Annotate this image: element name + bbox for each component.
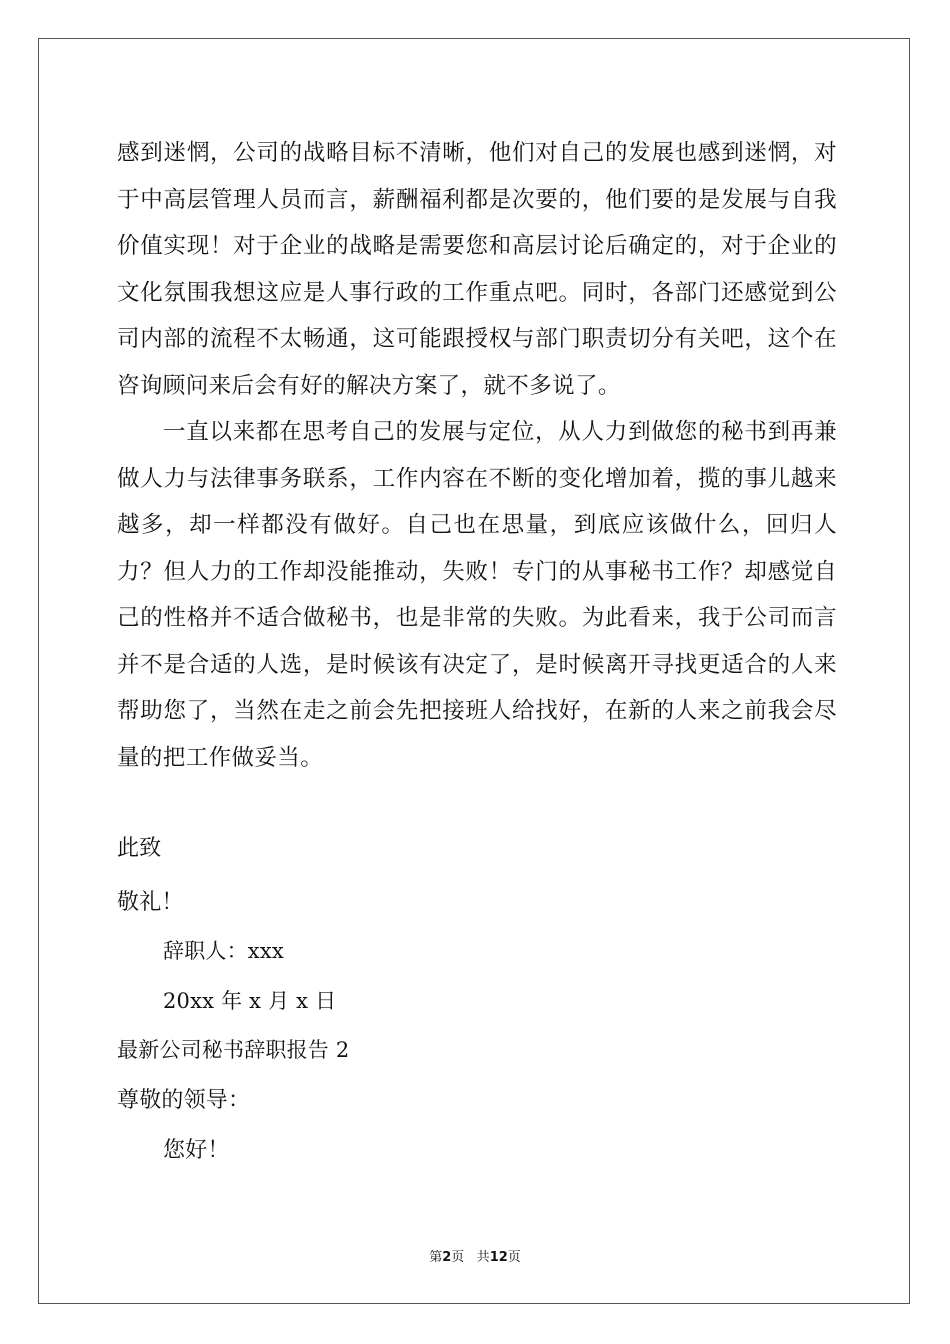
document-body <box>117 130 837 781</box>
closing-line-1: 此致 <box>117 836 162 861</box>
date-line: 20xx 年 x 月 x 日 <box>163 989 337 1013</box>
footer-total-prefix: 共 <box>476 1250 490 1265</box>
salutation-line: 尊敬的领导： <box>117 1088 251 1113</box>
footer-page-number: 2 <box>442 1250 452 1265</box>
footer-prefix: 第 <box>429 1250 443 1265</box>
closing-line-2: 敬礼！ <box>117 890 184 915</box>
signer-line: 辞职人：xxx <box>163 939 284 963</box>
footer-total-pages: 12 <box>489 1250 508 1265</box>
footer-total-unit: 页 <box>507 1250 521 1265</box>
next-report-title: 最新公司秘书辞职报告 2 <box>117 1038 350 1062</box>
greeting-line: 您好！ <box>163 1138 230 1163</box>
footer-page-unit: 页 <box>451 1250 465 1265</box>
page-footer <box>0 1246 950 1265</box>
paragraph-1: 感到迷惘，公司的战略目标不清晰，他们对自己的发展也感到迷惘，对于中高层管理人员而言，薪酬福利都是次要的，他们要的是发展与自我价值实现！对于企业的战略是需要您和高层讨论后确定的，对于企业的文化氛围我想这应是人事行政的工作重点吧。同时，各部门还感觉到公司内部的流程不太畅通，这可能跟授权与部门职责切分有关吧，这个在咨询顾问来后会有好的解决方案了，就不多说了。 <box>117 140 837 399</box>
paragraph-2: 一直以来都在思考自己的发展与定位，从人力到做您的秘书到再兼做人力与法律事务联系，工作内容在不断的变化增加着，揽的事儿越来越多，却一样都没有做好。自己也在思量，到底应该做什么，回归人力？但人力的工作却没能推动，失败！专门的从事秘书工作？却感觉自己的性格并不适合做秘书，也是非常的失败。为此看来，我于公司而言并不是合适的人选，是时候该有决定了，是时候离开寻找更适合的人来帮助您了，当然在走之前会先把接班人给找好，在新的人来之前我会尽量的把工作做妥当。 <box>117 419 837 771</box>
